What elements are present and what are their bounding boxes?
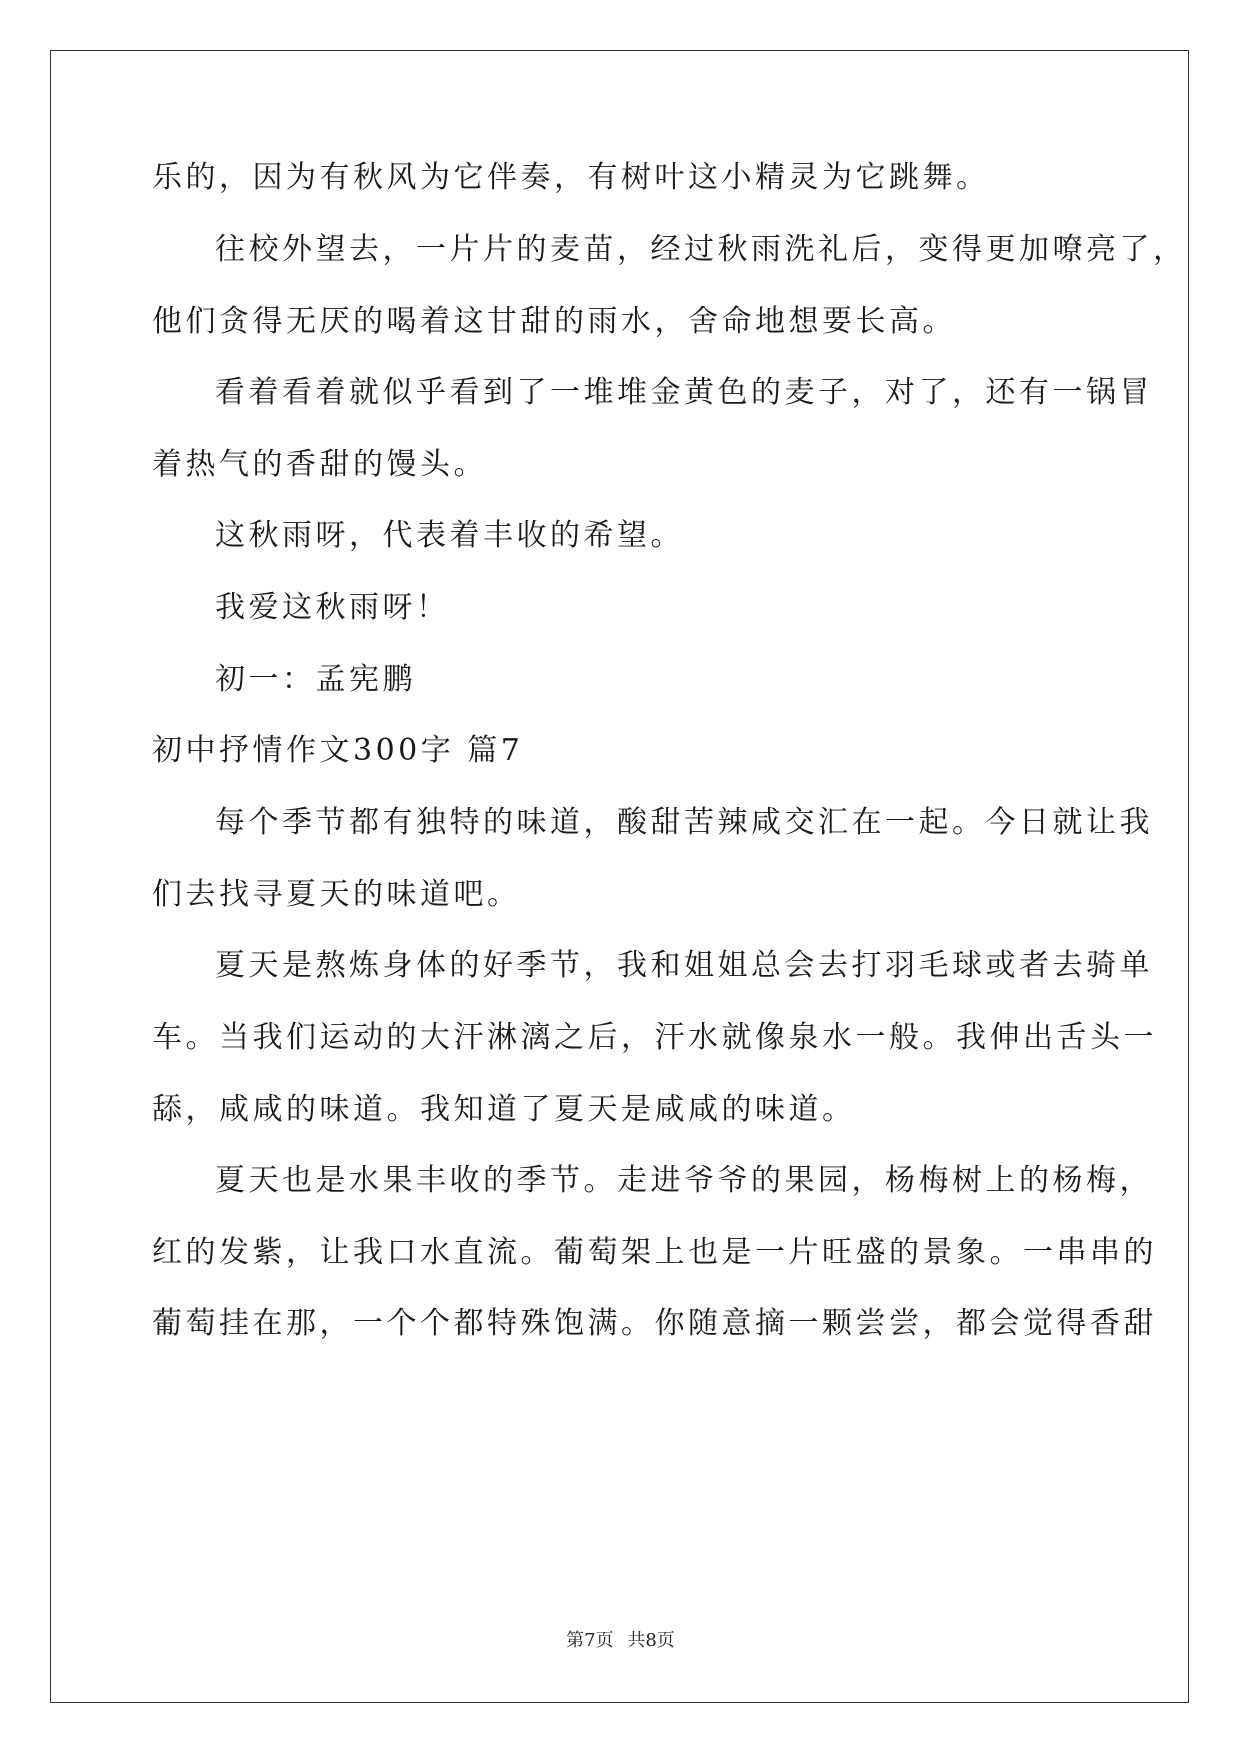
text-line: 车。当我们运动的大汗淋漓之后，汗水就像泉水一般。我伸出舌头一 [152, 1020, 1157, 1055]
text-line: 往校外望去，一片片的麦苗，经过秋雨洗礼后，变得更加嘹亮了， [215, 232, 1187, 267]
text-line: 舔，咸咸的味道。我知道了夏天是咸咸的味道。 [152, 1092, 856, 1127]
text-line: 这秋雨呀，代表着丰收的希望。 [215, 518, 684, 553]
author-line: 初一：孟宪鹏 [215, 662, 416, 697]
page-number: 第7页 [566, 1630, 614, 1651]
text-line: 乐的，因为有秋风为它伴奏，有树叶这小精灵为它跳舞。 [152, 160, 990, 195]
text-line: 夏天也是水果丰收的季节。走进爷爷的果园，杨梅树上的杨梅， [215, 1163, 1153, 1198]
text-line: 看着看着就似乎看到了一堆堆金黄色的麦子，对了，还有一锅冒 [215, 375, 1153, 410]
text-line: 每个季节都有独特的味道，酸甜苦辣咸交汇在一起。今日就让我 [215, 805, 1153, 840]
text-line: 他们贪得无厌的喝着这甘甜的雨水，舍命地想要长高。 [152, 304, 956, 339]
text-line: 们去找寻夏天的味道吧。 [152, 877, 521, 912]
text-line: 红的发紫，让我口水直流。葡萄架上也是一片旺盛的景象。一串串的 [152, 1235, 1157, 1270]
text-line: 夏天是熬炼身体的好季节，我和姐姐总会去打羽毛球或者去骑单 [215, 948, 1153, 983]
text-line: 葡萄挂在那，一个个都特殊饱满。你随意摘一颗尝尝，都会觉得香甜 [152, 1306, 1157, 1341]
section-heading: 初中抒情作文300字 篇7 [152, 733, 524, 768]
page-footer [0, 1626, 1241, 1652]
text-line: 我爱这秋雨呀！ [215, 590, 450, 625]
text-line: 着热气的香甜的馒头。 [152, 447, 487, 482]
page-total: 共8页 [627, 1630, 675, 1651]
